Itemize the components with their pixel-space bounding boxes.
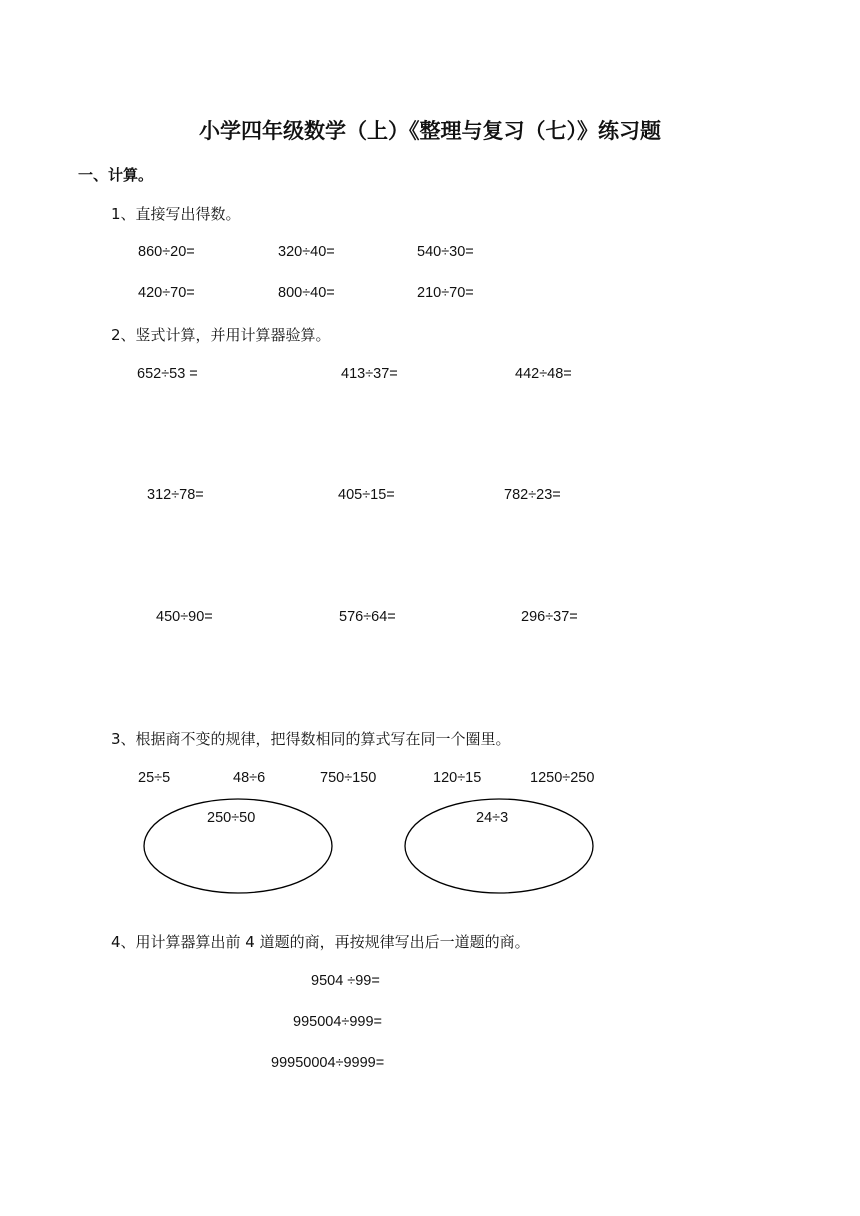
q3-expression: 750÷150 [320,770,377,786]
q3-expression: 48÷6 [233,770,266,786]
q3-expression: 25÷5 [138,770,171,786]
page-title: 小学四年级数学（上）《整理与复习（七）》练习题 [199,119,661,143]
q1-expression: 420÷70= [138,285,195,301]
q4-expression: 995004÷999= [293,1014,383,1030]
section-heading: 一、计算。 [78,166,154,184]
q2-expression: 442÷48= [515,366,572,382]
question-4-prompt: 4、用计算器算出前 4 道题的商，再按规律写出后一道题的商。 [111,933,530,951]
q3-expression: 120÷15 [433,770,482,786]
q1-expression: 540÷30= [417,244,474,260]
question-2-prompt: 2、竖式计算，并用计算器验算。 [111,326,331,344]
q3-expression: 1250÷250 [530,770,595,786]
q2-expression: 405÷15= [338,487,395,503]
q1-expression: 320÷40= [278,244,335,260]
q4-expression: 99950004÷9999= [271,1055,385,1071]
q2-expression: 576÷64= [339,609,396,625]
circle-left-label: 250÷50 [207,810,256,826]
q1-expression: 800÷40= [278,285,335,301]
question-3-prompt: 3、根据商不变的规律，把得数相同的算式写在同一个圈里。 [111,730,511,748]
circle-right-label: 24÷3 [476,810,509,826]
q2-expression: 413÷37= [341,366,398,382]
q4-expression: 9504 ÷99= [311,973,380,989]
q2-expression: 652÷53 = [137,366,198,382]
q1-expression: 210÷70= [417,285,474,301]
q1-expression: 860÷20= [138,244,195,260]
q2-expression: 782÷23= [504,487,561,503]
q2-expression: 450÷90= [156,609,213,625]
q2-expression: 312÷78= [147,487,204,503]
question-1-prompt: 1、直接写出得数。 [111,205,241,223]
q2-expression: 296÷37= [521,609,578,625]
